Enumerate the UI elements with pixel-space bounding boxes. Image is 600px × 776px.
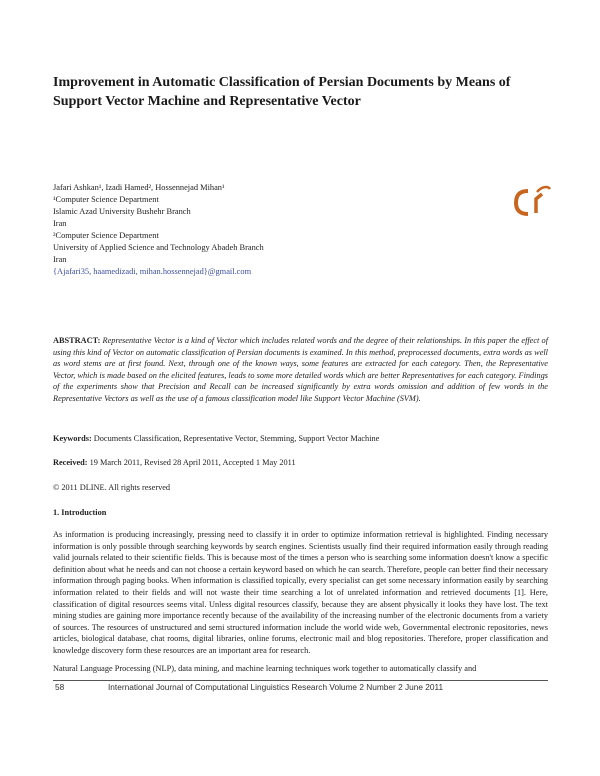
received-label: Received:: [53, 458, 88, 467]
received-dates: [53, 457, 548, 469]
copyright: © 2011 DLINE. All rights reserved: [53, 483, 171, 492]
author-names: Jafari Ashkan¹, Izadi Hamed², Hossennejad Mihan¹: [53, 183, 225, 192]
section-1-paragraph-2: Natural Language Processing (NLP), data mining, and machine learning techniques work together to automatically classify and: [53, 664, 477, 673]
keywords-text: Documents Classification, Representative Vector, Stemming, Support Vector Machine: [93, 434, 380, 443]
abstract: [53, 335, 548, 405]
page-number: 58: [55, 682, 65, 692]
keywords-label: Keywords:: [53, 434, 92, 443]
affiliation-1-university: Islamic Azad University Bushehr Branch: [53, 207, 191, 216]
logo-c-shape: [516, 191, 528, 214]
section-1-title: 1. Introduction: [53, 508, 107, 517]
abstract-label: ABSTRACT:: [53, 336, 101, 345]
page-footer: [53, 680, 548, 695]
abstract-text: Representative Vector is a kind of Vector which includes related words and the degree of their relationships. In this paper the effect of using this kind of Vector on automatic classification of Persian documents is examined. In this method, preprocessed documents, extra words as well as word stems are at first found. Next, through one of the known ways, some features are extracted for each category. Then, the Representative Vector, which is made based on the elicited features, leads to some more detailed words which are better Representatives for each category. Findings of the experiments show that Precision and Recall can be increased significantly by extra words omission and addition of few words in the Representative Vectors as well as the use of a famous classification model like Support Vector Machine (SVM).: [53, 336, 548, 403]
keywords: [53, 433, 548, 445]
affiliation-1-department: ¹Computer Science Department: [53, 195, 159, 204]
paper-title: Improvement in Automatic Classification of Persian Documents by Means of Support Vector Machine and Representative Vector: [53, 75, 511, 109]
affiliation-1-country: Iran: [53, 219, 67, 228]
section-1-paragraph-1: As information is producing increasingly, pressing need to classify it in order to optimize information retrieval is highlighted. Finding necessary information is only possible through searching keywords by search engines. Scientists usually find their required information easily through reading valid journals related to their scientific fields. This is because most of the times a person who is searching some information doesn't know a specific definition about what he needs and can not choose a certain keyword based on which he can search. Therefore, people can better find their necessary information through paging books. When information is classified topically, every specialist can get some necessary information easily by searching information related to their fields and will not waste their time searching a lot of unrelated information and retrieved documents [1]. Here, classification of digital resources seems vital. Unless digital resources classify, because they are absent physically it looks they have lost. The text mining studies are gaining more importance recently because of the availability of the increasing number of the electronic documents from a variety of sources. The resources of unstructured and semi structured information include the world wide web, Governmental electronic repositories, news articles, biological database, chat rooms, digital libraries, online forums, electronic mail and blog repositories. Therefore, proper classification and knowledge discovery form these resources are an important area for research.: [53, 530, 548, 655]
affiliation-2-country: Iran: [53, 255, 67, 264]
logo-l-curl: [537, 187, 550, 192]
affiliation-2-department: ²Computer Science Department: [53, 231, 159, 240]
affiliation-2-university: University of Applied Science and Technology Abadeh Branch: [53, 243, 264, 252]
author-block: [53, 182, 433, 278]
author-emails[interactable]: {Ajafari35, haamedizadi, mihan.hossennejad}@gmail.com: [53, 267, 252, 276]
received-text: 19 March 2011, Revised 28 April 2011, Accepted 1 May 2011: [89, 458, 296, 467]
logo-l-shape: [536, 194, 542, 213]
journal-logo-icon: [512, 183, 552, 217]
journal-name: International Journal of Computational Linguistics Research Volume 2 Number 2 June 2011: [108, 682, 444, 692]
